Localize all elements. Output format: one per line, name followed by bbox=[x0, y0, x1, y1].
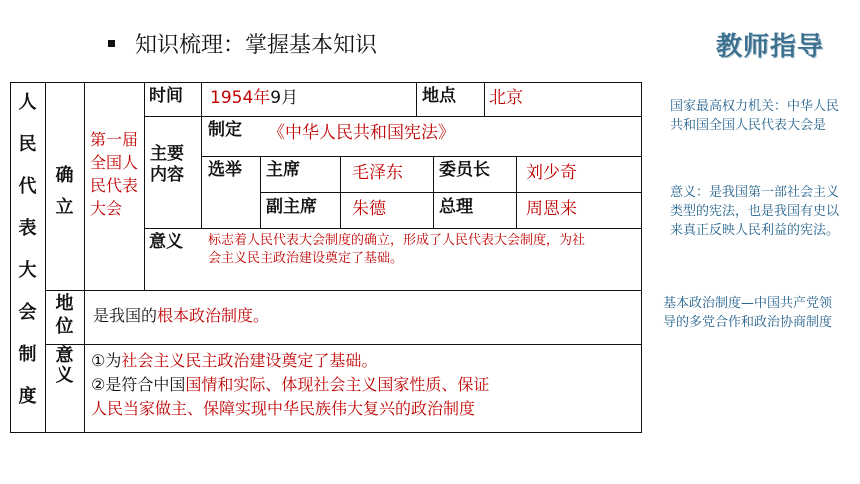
grid-line bbox=[201, 156, 642, 157]
meaning-text bbox=[91, 349, 639, 421]
grid-line bbox=[201, 82, 202, 116]
bullet-icon bbox=[108, 40, 115, 47]
grid-line bbox=[201, 116, 202, 228]
grid-line bbox=[484, 82, 485, 116]
note-highest-authority: 国家最高权力机关：中华人民共和国全国人民代表大会是 bbox=[670, 99, 840, 133]
teacher-guide-badge: 教师指导 bbox=[716, 32, 825, 62]
status-text bbox=[93, 306, 269, 325]
meaning-line-1: ①为社会主义民主政治建设奠定了基础。 bbox=[91, 351, 378, 370]
time-label: 时间 bbox=[149, 86, 183, 106]
significance-label: 意义 bbox=[149, 232, 183, 252]
status-value: 根本政治制度。 bbox=[157, 306, 270, 325]
formulate-label: 制定 bbox=[208, 120, 242, 140]
chairman-value: 毛泽东 bbox=[352, 163, 403, 183]
time-year: 1954年 bbox=[210, 88, 271, 108]
meaning-label: 意 义 bbox=[55, 345, 74, 386]
significance-value: 标志着人民代表大会制度的确立，形成了人民代表大会制度，为社会主义民主政治建设奠定了基础。 bbox=[208, 233, 586, 266]
first-congress: 第一届全国人民代表大会 bbox=[90, 130, 139, 218]
time-month: 9月 bbox=[270, 88, 299, 108]
heading-text: 知识梳理：掌握基本知识 bbox=[135, 33, 378, 58]
grid-line bbox=[84, 82, 85, 433]
vice-chairman-value: 朱德 bbox=[352, 199, 386, 219]
elect-label: 选举 bbox=[208, 160, 242, 180]
premier-value: 周恩来 bbox=[526, 199, 577, 219]
meaning-line-2: ②是符合中国国情和实际、体现社会主义国家性质、保证 bbox=[91, 375, 490, 394]
grid-line bbox=[144, 116, 642, 117]
grid-line bbox=[144, 82, 145, 290]
committee-chair-label: 委员长 bbox=[439, 160, 490, 180]
place-value: 北京 bbox=[489, 88, 523, 108]
grid-line bbox=[45, 344, 642, 345]
grid-line bbox=[416, 82, 417, 116]
main-content-label: 主要内容 bbox=[150, 144, 184, 185]
grid-line bbox=[260, 192, 642, 193]
grid-line bbox=[144, 228, 642, 229]
status-label: 地 位 bbox=[55, 293, 74, 337]
status-prefix: 是我国的 bbox=[93, 306, 158, 325]
meaning-line-3: 人民当家做主、保障实现中华民族伟大复兴的政治制度 bbox=[91, 399, 476, 418]
formulate-value: 《中华人民共和国宪法》 bbox=[268, 123, 455, 143]
vice-chairman-label: 副主席 bbox=[266, 197, 317, 217]
premier-label: 总理 bbox=[439, 197, 473, 217]
system-title: 人 民 代 表 大 会 制 度 bbox=[18, 92, 37, 407]
place-label: 地点 bbox=[422, 86, 456, 106]
note-basic-political-system: 基本政治制度—中国共产党领导的多党合作和政治协商制度 bbox=[663, 296, 833, 330]
chairman-label: 主席 bbox=[266, 160, 300, 180]
section-heading bbox=[108, 28, 377, 59]
establish-label: 确 立 bbox=[55, 165, 74, 218]
note-constitution-significance: 意义：是我国第一部社会主义类型的宪法，也是我国有史以来真正反映人民利益的宪法。 bbox=[670, 185, 840, 238]
time-value bbox=[210, 88, 298, 108]
committee-chair-value: 刘少奇 bbox=[526, 163, 577, 183]
grid-line bbox=[45, 290, 642, 291]
